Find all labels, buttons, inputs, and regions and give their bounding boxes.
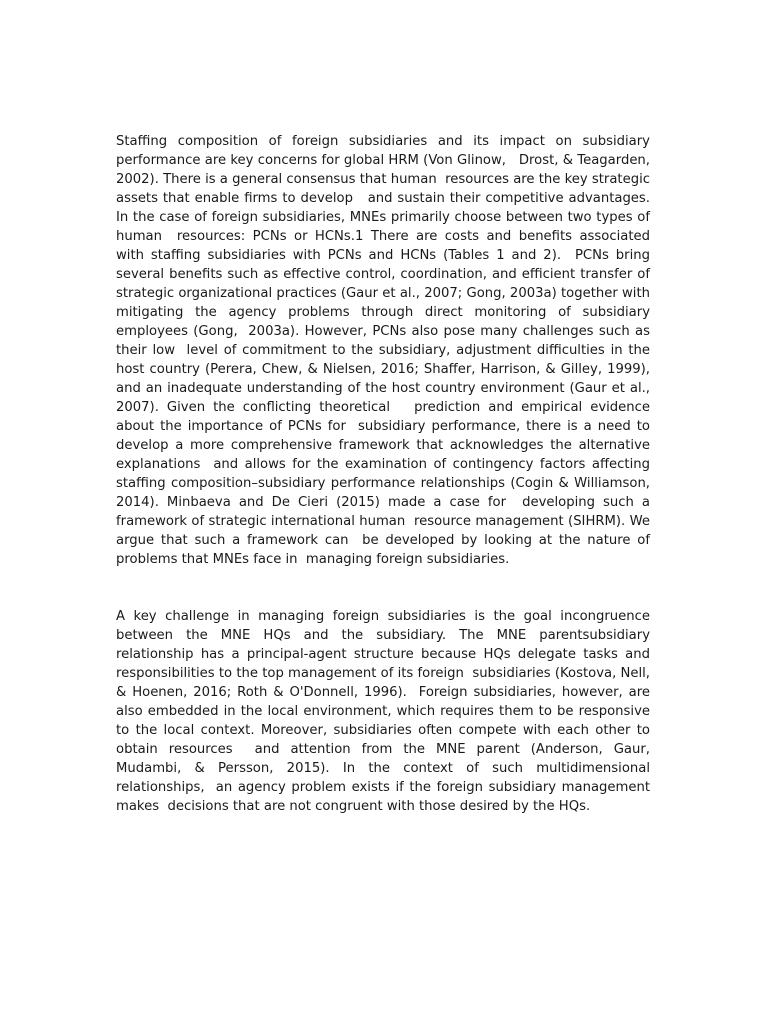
body-text — [116, 94, 659, 854]
paragraph-staffing-composition: Staffing composition of foreign subsidiaries and its impact on subsidiary performance are key concerns for global HRM (Von Glinow, Drost, & Teagarden, 2002). There is a general consensus that human resources are the key strategic assets that enable firms to develop and sustain their competitive advantages. In the case of foreign subsidiaries, MNEs primarily choose between two types of human resources: PCNs or HCNs.1 There are costs and benefits associated with staffing subsidiaries with PCNs and HCNs (Tables 1 and 2). PCNs bring several benefits such as effective control, coordination, and efficient transfer of strategic organizational practices (Gaur et al., 2007; Gong, 2003a) together with mitigating the agency problems through direct monitoring of subsidiary employees (Gong, 2003a). However, PCNs also pose many challenges such as their low level of commitment to the subsidiary, adjustment difficulties in the host country (Perera, Chew, & Nielsen, 2016; Shaffer, Harrison, & Gilley, 1999), and an inadequate understanding of the host country environment (Gaur et al., 2007). Given the conflicting theoretical prediction and empirical evidence about the importance of PCNs for subsidiary performance, there is a need to develop a more comprehensive framework that acknowledges the alternative explanations and allows for the examination of contingency factors affecting staffing composition–subsidiary performance relationships (Cogin & Williamson, 2014). Minbaeva and De Cieri (2015) made a case for developing such a framework of strategic international human resource management (SIHRM). We argue that such a framework can be developed by looking at the nature of problems that MNEs face in managing foreign subsidiaries. — [116, 134, 659, 567]
paragraph-goal-incongruence: A key challenge in managing foreign subsidiaries is the goal incongruence between the MNE HQs and the subsidiary. The MNE parentsubsidiary relationship has a principal-agent structure because HQs delegate tasks and responsibilities to the top management of its foreign subsidiaries (Kostova, Nell, & Hoenen, 2016; Roth & O'Donnell, 1996). Foreign subsidiaries, however, are also embedded in the local environment, which requires them to be responsive to the local context. Moreover, subsidiaries often compete with each other to obtain resources and attention from the MNE parent (Anderson, Gaur, Mudambi, & Persson, 2015). In the context of such multidimensional relationships, an agency problem exists if the foreign subsidiary management makes decisions that are not congruent with those desired by the HQs. — [116, 609, 655, 814]
